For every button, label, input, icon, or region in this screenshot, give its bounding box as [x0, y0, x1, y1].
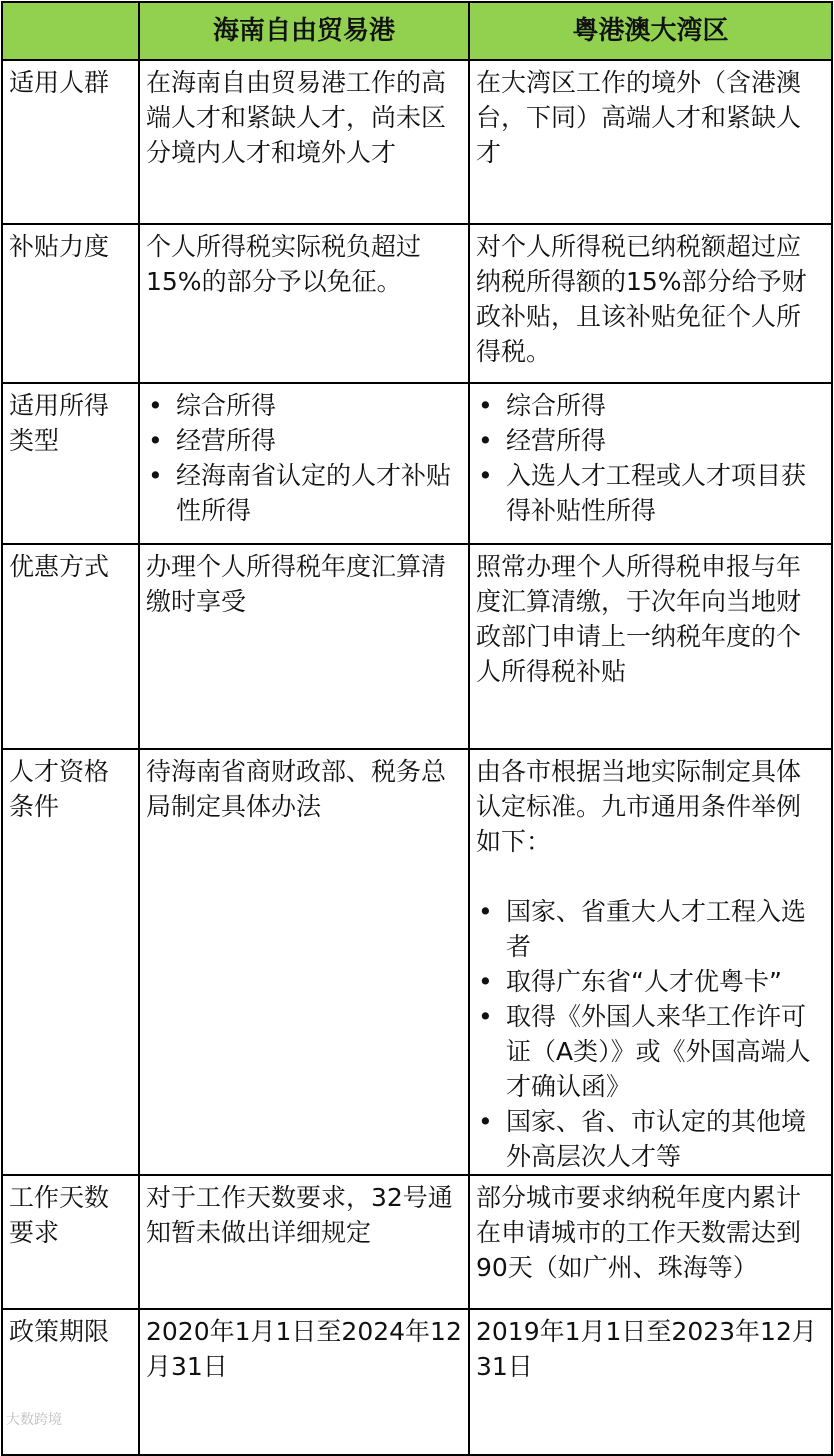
row-label: 优惠方式 [2, 544, 139, 749]
gba-cell [469, 383, 832, 544]
header-corner [2, 2, 139, 60]
list-item: • 取得广东省“人才优粤卡” [476, 964, 825, 999]
table-row [2, 544, 832, 749]
hainan-cell: 在海南自由贸易港工作的高端人才和紧缺人才，尚未区分境内人才和境外人才 [139, 60, 469, 224]
list-item: • 国家、省重大人才工程入选者 [476, 894, 825, 964]
list-item: • 综合所得 [146, 388, 462, 423]
header-gba: 粤港澳大湾区 [469, 2, 832, 60]
hainan-cell [139, 383, 469, 544]
row-label: 政策期限 [2, 1309, 139, 1455]
hainan-cell: 对于工作天数要求，32号通知暂未做出详细规定 [139, 1175, 469, 1309]
gba-cell [469, 749, 832, 1175]
row-label: 适用人群 [2, 60, 139, 224]
list-item: • 取得《外国人来华工作许可证（A类）》或《外国高端人才确认函》 [476, 999, 825, 1104]
gba-income-list [476, 388, 825, 528]
gba-qualification-list [476, 894, 825, 1174]
watermark: 大数跨境 [6, 1412, 62, 1428]
hainan-cell: 2020年1月1日至2024年12月31日 [139, 1309, 469, 1455]
comparison-table [1, 1, 833, 1456]
gba-cell: 对个人所得税已纳税额超过应纳税所得额的15%部分给予财政补贴，且该补贴免征个人所得税。 [469, 224, 832, 383]
header-hainan: 海南自由贸易港 [139, 2, 469, 60]
list-item: • 国家、省、市认定的其他境外高层次人才等 [476, 1104, 825, 1174]
table-row [2, 749, 832, 1175]
spacer [476, 859, 825, 894]
table-row [2, 1175, 832, 1309]
row-label: 人才资格条件 [2, 749, 139, 1175]
list-item: • 经海南省认定的人才补贴性所得 [146, 458, 462, 528]
table-row [2, 1309, 832, 1455]
hainan-cell: 办理个人所得税年度汇算清缴时享受 [139, 544, 469, 749]
table-row [2, 224, 832, 383]
gba-cell: 部分城市要求纳税年度内累计在申请城市的工作天数需达到90天（如广州、珠海等） [469, 1175, 832, 1309]
hainan-cell: 个人所得税实际税负超过15%的部分予以免征。 [139, 224, 469, 383]
row-label: 适用所得类型 [2, 383, 139, 544]
row-label: 补贴力度 [2, 224, 139, 383]
row-label: 工作天数要求 [2, 1175, 139, 1309]
gba-cell: 照常办理个人所得税申报与年度汇算清缴，于次年向当地财政部门申请上一纳税年度的个人所得税补贴 [469, 544, 832, 749]
list-item: • 经营所得 [476, 423, 825, 458]
table-row [2, 60, 832, 224]
list-item: • 综合所得 [476, 388, 825, 423]
table-row [2, 383, 832, 544]
list-item: • 入选人才工程或人才项目获得补贴性所得 [476, 458, 825, 528]
gba-cell: 2019年1月1日至2023年12月31日 [469, 1309, 832, 1455]
hainan-cell: 待海南省商财政部、税务总局制定具体办法 [139, 749, 469, 1175]
header-row [2, 2, 832, 60]
gba-intro: 由各市根据当地实际制定具体认定标准。九市通用条件举例如下： [476, 757, 802, 856]
gba-cell: 在大湾区工作的境外（含港澳台，下同）高端人才和紧缺人才 [469, 60, 832, 224]
list-item: • 经营所得 [146, 423, 462, 458]
hainan-income-list [146, 388, 462, 528]
